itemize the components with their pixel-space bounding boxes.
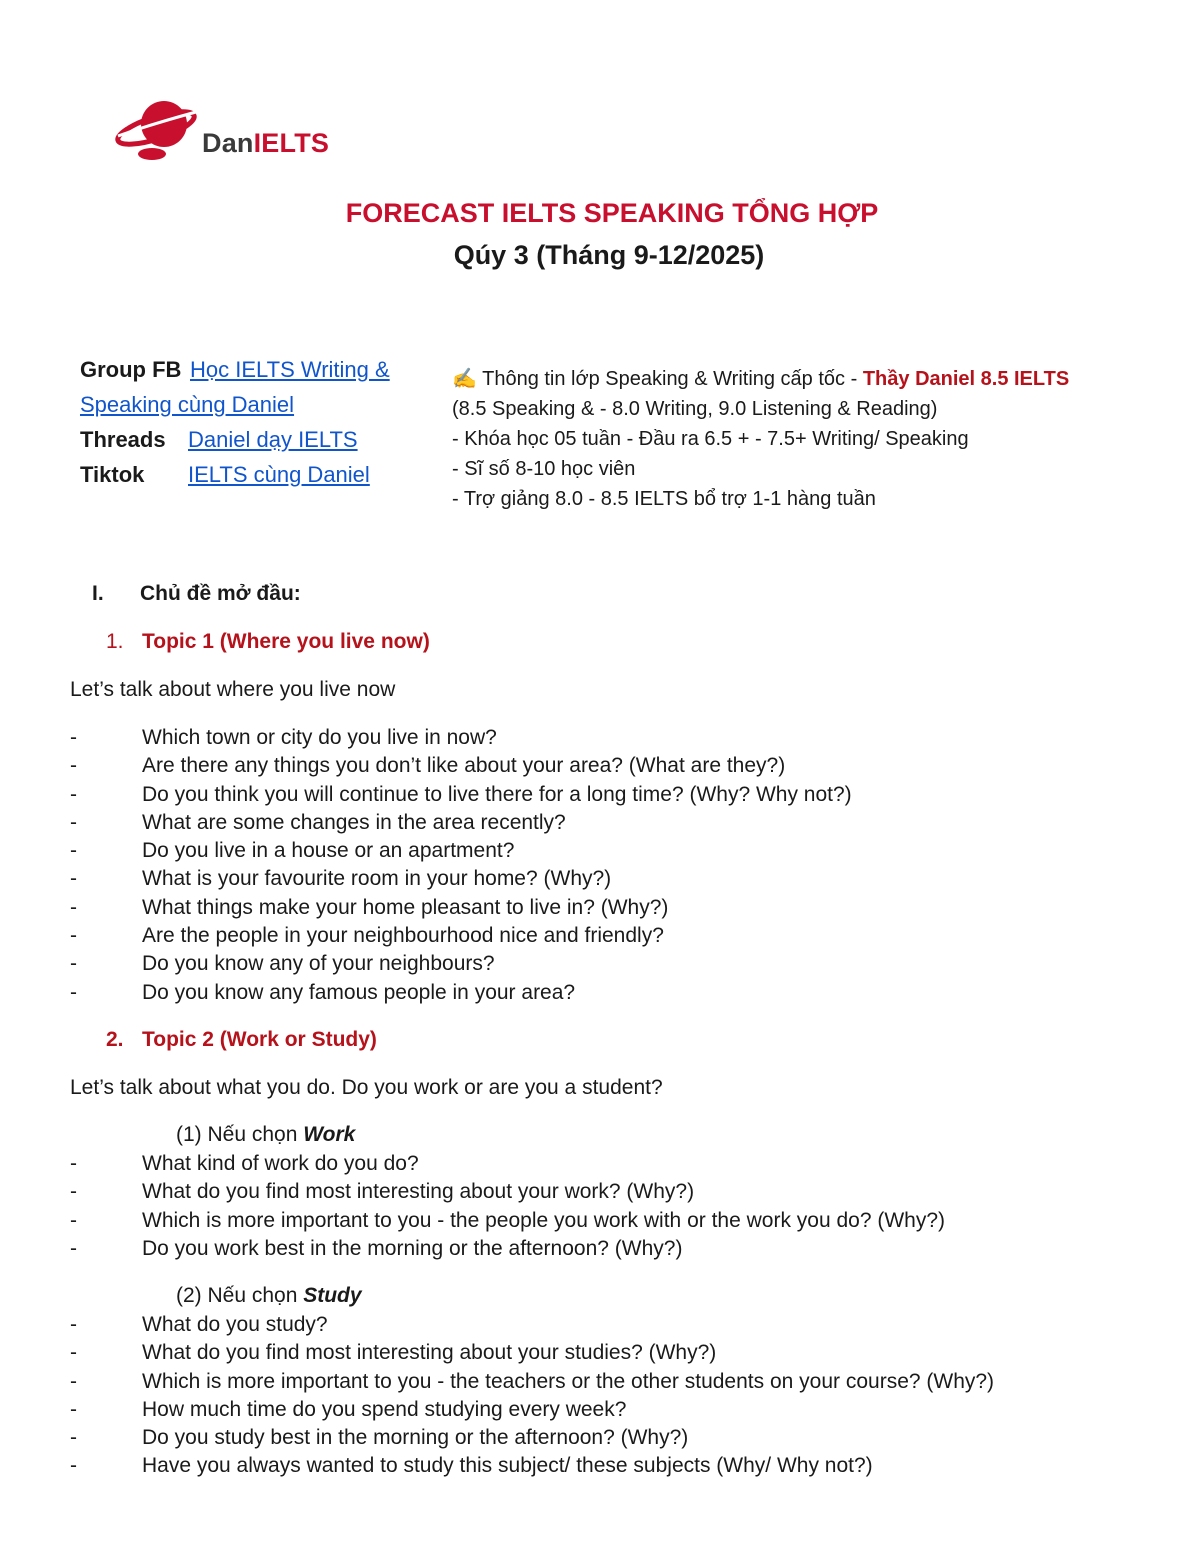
work-choice-prefix: (1) Nếu chọn <box>176 1123 304 1146</box>
tiktok-row <box>80 457 390 492</box>
topic2-intro: Let’s talk about what you do. Do you work or are you a student? <box>70 1076 663 1099</box>
facebook-row-continued <box>80 387 390 422</box>
question-text: Do you think you will continue to live there for a long time? (Why? Why not?) <box>142 782 852 806</box>
list-item <box>70 1339 994 1367</box>
planet-logo-icon <box>112 94 202 164</box>
bullet-dash: - <box>70 810 77 834</box>
question-text: How much time do you spend studying every week? <box>142 1397 627 1421</box>
list-item <box>70 837 852 865</box>
class-info-prefix: Thông tin lớp Speaking & Writing cấp tốc - <box>476 368 863 390</box>
topic1-title: Topic 1 (Where you live now) <box>142 630 430 653</box>
bullet-dash: - <box>70 1369 77 1393</box>
class-info-line1 <box>452 364 1069 394</box>
list-item <box>70 781 852 809</box>
work-choice-heading <box>176 1123 355 1147</box>
question-text: What things make your home pleasant to live in? (Why?) <box>142 895 669 919</box>
list-item <box>70 950 852 978</box>
threads-row <box>80 422 390 457</box>
list-item <box>70 1150 945 1178</box>
facebook-row <box>80 352 390 387</box>
threads-link[interactable]: Daniel dạy IELTS <box>188 427 358 452</box>
topic1-intro: Let’s talk about where you live now <box>70 678 396 701</box>
class-info-line3: - Khóa học 05 tuần - Đầu ra 6.5 + - 7.5+ Writing/ Speaking <box>452 428 969 450</box>
logo-wordmark <box>202 128 329 159</box>
list-item <box>70 979 852 1007</box>
bullet-dash: - <box>70 980 77 1004</box>
writing-hand-icon: ✍️ <box>452 368 477 390</box>
bullet-dash: - <box>70 867 77 891</box>
danielts-logo <box>112 94 332 164</box>
bullet-dash: - <box>70 1152 77 1175</box>
facebook-group-link-line1[interactable]: Học IELTS Writing & <box>190 357 390 382</box>
topic1-question-list <box>70 724 852 1007</box>
bullet-dash: - <box>70 952 77 976</box>
bullet-dash: - <box>70 1426 77 1450</box>
question-text: What are some changes in the area recently? <box>142 810 566 834</box>
class-info <box>452 364 1069 514</box>
list-item <box>70 1235 945 1263</box>
class-info-line5: - Trợ giảng 8.0 - 8.5 IELTS bổ trợ 1-1 hàng tuần <box>452 488 876 510</box>
topic2-number: 2. <box>106 1028 124 1051</box>
list-item <box>70 1452 994 1480</box>
list-item <box>70 865 852 893</box>
social-links <box>80 352 390 492</box>
work-choice-label: Work <box>303 1123 356 1146</box>
list-item <box>70 724 852 752</box>
bullet-dash: - <box>70 1208 77 1232</box>
bullet-dash: - <box>70 1454 77 1478</box>
class-info-line4: - Sĩ số 8-10 học viên <box>452 458 636 480</box>
bullet-dash: - <box>70 839 77 863</box>
section-heading <box>92 582 301 606</box>
threads-label: Threads <box>80 427 166 452</box>
question-text: What do you find most interesting about your work? (Why?) <box>142 1180 695 1204</box>
logo-dan-text: Dan <box>202 128 254 158</box>
question-text: Do you work best in the morning or the afternoon? (Why?) <box>142 1236 683 1260</box>
question-text: What do you find most interesting about your studies? (Why?) <box>142 1341 717 1365</box>
question-text: Which is more important to you - the people you work with or the work you do? (Why?) <box>142 1208 946 1232</box>
page-subtitle: Qúy 3 (Tháng 9-12/2025) <box>453 240 765 270</box>
question-text: Do you know any of your neighbours? <box>142 952 495 976</box>
topic2-title: Topic 2 (Work or Study) <box>142 1028 377 1051</box>
question-text: Do you study best in the morning or the afternoon? (Why?) <box>142 1426 689 1450</box>
study-choice-prefix: (2) Nếu chọn <box>176 1284 304 1307</box>
list-item <box>70 1368 994 1396</box>
list-item <box>70 752 852 780</box>
page-title: FORECAST IELTS SPEAKING TỔNG HỢP <box>345 198 879 228</box>
question-text: Which is more important to you - the teachers or the other students on your course? (Why?) <box>142 1369 995 1393</box>
question-text: What kind of work do you do? <box>142 1152 419 1175</box>
tiktok-link[interactable]: IELTS cùng Daniel <box>188 462 370 487</box>
bullet-dash: - <box>70 782 77 806</box>
topic1-number: 1. <box>106 630 124 653</box>
topic1-heading <box>106 630 430 654</box>
list-item <box>70 1178 945 1206</box>
work-question-list <box>70 1150 945 1263</box>
study-choice-label: Study <box>303 1284 362 1307</box>
bullet-dash: - <box>70 1313 77 1336</box>
facebook-label: Group FB <box>80 357 182 382</box>
list-item <box>70 809 852 837</box>
list-item <box>70 922 852 950</box>
bullet-dash: - <box>70 1180 77 1204</box>
list-item <box>70 1311 994 1339</box>
bullet-dash: - <box>70 924 77 948</box>
bullet-dash: - <box>70 1341 77 1365</box>
teacher-highlight: Thầy Daniel 8.5 IELTS <box>862 368 1070 390</box>
bullet-dash: - <box>70 726 77 749</box>
bullet-dash: - <box>70 754 77 778</box>
question-text: Are there any things you don’t like about your area? (What are they?) <box>142 754 786 778</box>
question-text: Do you know any famous people in your area? <box>142 980 576 1004</box>
bullet-dash: - <box>70 1236 77 1260</box>
facebook-group-link-line2[interactable]: Speaking cùng Daniel <box>80 392 295 417</box>
list-item <box>70 1424 994 1452</box>
study-choice-heading <box>176 1284 362 1308</box>
question-text: Have you always wanted to study this subject/ these subjects (Why/ Why not?) <box>142 1454 873 1478</box>
class-info-line2: (8.5 Speaking & - 8.0 Writing, 9.0 Listening & Reading) <box>452 398 938 420</box>
list-item <box>70 1396 994 1424</box>
list-item <box>70 894 852 922</box>
topic2-heading <box>106 1028 377 1052</box>
question-text: Do you live in a house or an apartment? <box>142 839 515 863</box>
question-text: What is your favourite room in your home? (Why?) <box>142 867 612 891</box>
study-question-list <box>70 1311 994 1481</box>
question-text: Are the people in your neighbourhood nice and friendly? <box>142 924 664 948</box>
section-number: I. <box>92 582 104 605</box>
question-text: What do you study? <box>142 1313 328 1336</box>
bullet-dash: - <box>70 1397 77 1421</box>
logo-ielts-text: IELTS <box>253 128 330 158</box>
question-text: Which town or city do you live in now? <box>142 726 497 749</box>
section-title: Chủ đề mở đầu: <box>140 582 301 605</box>
tiktok-label: Tiktok <box>80 462 145 487</box>
bullet-dash: - <box>70 895 77 919</box>
list-item <box>70 1207 945 1235</box>
